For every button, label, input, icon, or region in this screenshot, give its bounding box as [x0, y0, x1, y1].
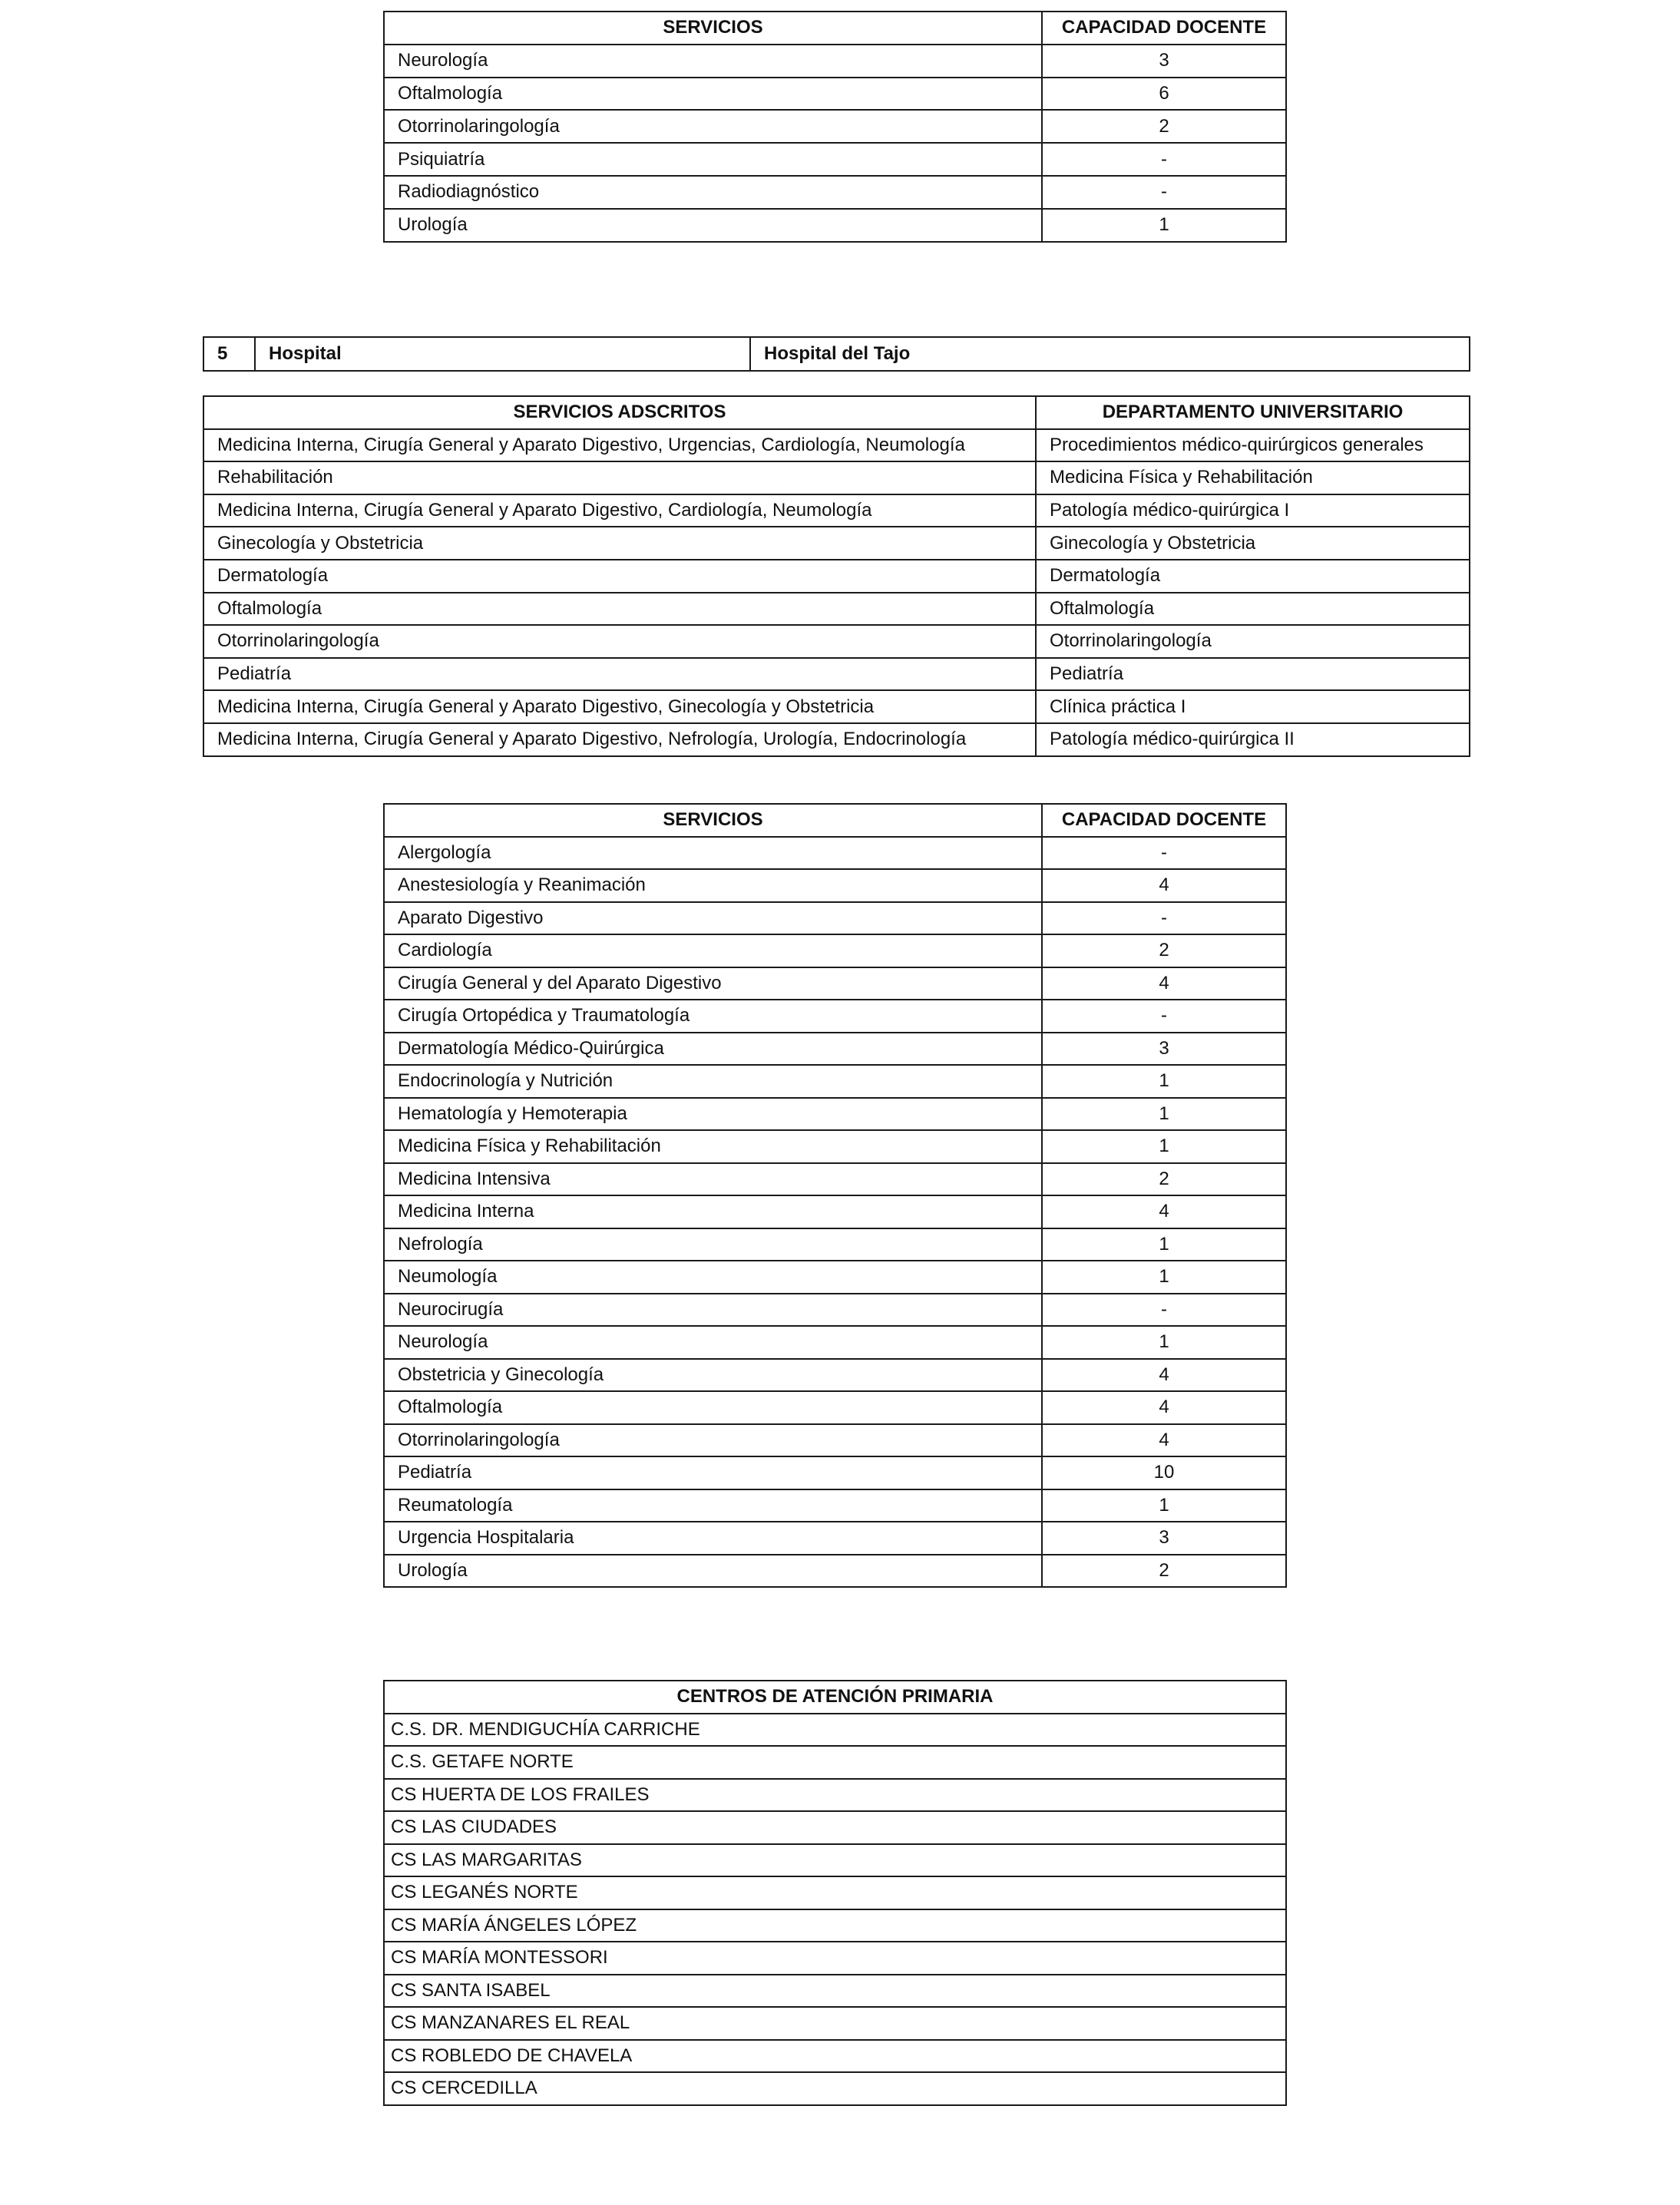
cell-right: 1 — [1042, 1065, 1286, 1098]
cell-right: 10 — [1042, 1456, 1286, 1489]
cell-right: Clínica práctica I — [1036, 690, 1470, 723]
cell-right: - — [1042, 837, 1286, 870]
table-row — [384, 1424, 1286, 1457]
cell-right: 4 — [1042, 869, 1286, 902]
table-row — [384, 1942, 1286, 1975]
cell: CS HUERTA DE LOS FRAILES — [384, 1779, 1286, 1812]
cell-left: Medicina Interna, Cirugía General y Aparato Digestivo, Ginecología y Obstetricia — [203, 690, 1036, 723]
column-header-servicios-adscritos: SERVICIOS ADSCRITOS — [203, 396, 1036, 429]
table-row — [384, 45, 1286, 78]
cell-right: Oftalmología — [1036, 593, 1470, 626]
table-row — [384, 1130, 1286, 1163]
table-row — [384, 1975, 1286, 2008]
cell-left: Medicina Física y Rehabilitación — [384, 1130, 1042, 1163]
table-row — [384, 1844, 1286, 1877]
column-header-capacidad-docente: CAPACIDAD DOCENTE — [1042, 12, 1286, 45]
table-row — [384, 1714, 1286, 1747]
cell-left: Neurocirugía — [384, 1294, 1042, 1327]
cell-left: Pediatría — [384, 1456, 1042, 1489]
cell-left: Oftalmología — [384, 78, 1042, 111]
cell-right: 1 — [1042, 1326, 1286, 1359]
cell: CS CERCEDILLA — [384, 2072, 1286, 2105]
table-row — [384, 1000, 1286, 1033]
cell-right: Otorrinolaringología — [1036, 625, 1470, 658]
table-row — [384, 1909, 1286, 1942]
table-row — [384, 967, 1286, 1000]
cell: CS MANZANARES EL REAL — [384, 2007, 1286, 2040]
table-row — [384, 1228, 1286, 1261]
table-row — [384, 1359, 1286, 1392]
table-header-row — [384, 12, 1286, 45]
cell-right: 1 — [1042, 1228, 1286, 1261]
cell-left: Medicina Intensiva — [384, 1163, 1042, 1196]
cell-left: Obstetricia y Ginecología — [384, 1359, 1042, 1392]
table-header-row — [384, 804, 1286, 837]
table-row — [384, 837, 1286, 870]
cell: CS LEGANÉS NORTE — [384, 1876, 1286, 1909]
cell-right: Medicina Física y Rehabilitación — [1036, 461, 1470, 494]
cell-left: Anestesiología y Reanimación — [384, 869, 1042, 902]
table-header-row — [384, 1681, 1286, 1714]
table-row — [203, 527, 1470, 560]
cell-right: - — [1042, 176, 1286, 209]
cell-right: Pediatría — [1036, 658, 1470, 691]
table-row — [384, 2072, 1286, 2105]
cell-right: 3 — [1042, 1033, 1286, 1066]
cell-left: Cirugía General y del Aparato Digestivo — [384, 967, 1042, 1000]
cell-left: Radiodiagnóstico — [384, 176, 1042, 209]
table-row — [384, 1261, 1286, 1294]
cell-left: Aparato Digestivo — [384, 902, 1042, 935]
table-row — [384, 176, 1286, 209]
cell-right: - — [1042, 902, 1286, 935]
table-row — [384, 1811, 1286, 1844]
cell-right: Dermatología — [1036, 560, 1470, 593]
cell-left: Pediatría — [203, 658, 1036, 691]
column-header-centros-atencion-primaria: CENTROS DE ATENCIÓN PRIMARIA — [384, 1681, 1286, 1714]
column-header-servicios: SERVICIOS — [384, 804, 1042, 837]
table-body — [203, 429, 1470, 756]
cell: CS ROBLEDO DE CHAVELA — [384, 2040, 1286, 2073]
cell-left: Oftalmología — [203, 593, 1036, 626]
cell-left: Neurología — [384, 45, 1042, 78]
table-row — [384, 902, 1286, 935]
primary-care-centers-table — [383, 1680, 1287, 2106]
cell-left: Psiquiatría — [384, 143, 1042, 176]
cell-right: Ginecología y Obstetricia — [1036, 527, 1470, 560]
cell-left: Otorrinolaringología — [384, 110, 1042, 143]
cell-left: Medicina Interna, Cirugía General y Aparato Digestivo, Nefrología, Urología, Endocrinología — [203, 723, 1036, 756]
services-capacity-table-continued — [383, 11, 1287, 243]
cell-right: 2 — [1042, 934, 1286, 967]
table-row — [384, 934, 1286, 967]
cell-right: 4 — [1042, 967, 1286, 1000]
table-row — [384, 1489, 1286, 1522]
cell-right: 4 — [1042, 1424, 1286, 1457]
table-row — [203, 429, 1470, 462]
hospital-name: Hospital del Tajo — [750, 337, 1470, 371]
table-row — [384, 1555, 1286, 1588]
cell-left: Neurología — [384, 1326, 1042, 1359]
cell: CS LAS CIUDADES — [384, 1811, 1286, 1844]
table-row — [384, 2040, 1286, 2073]
cell-left: Urgencia Hospitalaria — [384, 1522, 1042, 1555]
cell-left: Medicina Interna — [384, 1195, 1042, 1228]
services-capacity-table — [383, 803, 1287, 1588]
cell: CS LAS MARGARITAS — [384, 1844, 1286, 1877]
hospital-row — [203, 337, 1470, 371]
cell-right: 1 — [1042, 1098, 1286, 1131]
cell-right: 4 — [1042, 1195, 1286, 1228]
cell: CS SANTA ISABEL — [384, 1975, 1286, 2008]
table-header-row — [203, 396, 1470, 429]
cell-left: Oftalmología — [384, 1391, 1042, 1424]
table-row — [203, 658, 1470, 691]
table-body — [384, 1714, 1286, 2105]
table-row — [384, 209, 1286, 242]
cell-right: Patología médico-quirúrgica I — [1036, 494, 1470, 527]
table-row — [203, 560, 1470, 593]
table-body — [384, 837, 1286, 1588]
hospital-header-table — [203, 336, 1470, 372]
cell-left: Medicina Interna, Cirugía General y Aparato Digestivo, Cardiología, Neumología — [203, 494, 1036, 527]
cell-left: Cardiología — [384, 934, 1042, 967]
table-row — [384, 1098, 1286, 1131]
cell-left: Rehabilitación — [203, 461, 1036, 494]
cell-left: Medicina Interna, Cirugía General y Aparato Digestivo, Urgencias, Cardiología, Neumología — [203, 429, 1036, 462]
cell-left: Cirugía Ortopédica y Traumatología — [384, 1000, 1042, 1033]
table-row — [203, 723, 1470, 756]
cell-right: - — [1042, 143, 1286, 176]
cell: C.S. DR. MENDIGUCHÍA CARRICHE — [384, 1714, 1286, 1747]
cell-right: 2 — [1042, 110, 1286, 143]
cell-right: 3 — [1042, 1522, 1286, 1555]
cell-left: Neumología — [384, 1261, 1042, 1294]
cell-left: Otorrinolaringología — [203, 625, 1036, 658]
table-body — [384, 45, 1286, 242]
table-row — [384, 1522, 1286, 1555]
cell-right: 1 — [1042, 209, 1286, 242]
assigned-services-table — [203, 395, 1470, 757]
table-row — [384, 78, 1286, 111]
table-row — [384, 1033, 1286, 1066]
cell-right: 1 — [1042, 1261, 1286, 1294]
cell-right: 1 — [1042, 1130, 1286, 1163]
table-row — [384, 1746, 1286, 1779]
cell-left: Reumatología — [384, 1489, 1042, 1522]
cell-right: 1 — [1042, 1489, 1286, 1522]
column-header-departamento-universitario: DEPARTAMENTO UNIVERSITARIO — [1036, 396, 1470, 429]
cell-left: Otorrinolaringología — [384, 1424, 1042, 1457]
table-row — [203, 461, 1470, 494]
table-row — [384, 1876, 1286, 1909]
cell-left: Dermatología Médico-Quirúrgica — [384, 1033, 1042, 1066]
cell-right: 4 — [1042, 1391, 1286, 1424]
table-row — [384, 2007, 1286, 2040]
table-row — [384, 1195, 1286, 1228]
column-header-capacidad-docente: CAPACIDAD DOCENTE — [1042, 804, 1286, 837]
table-row — [203, 625, 1470, 658]
table-row — [384, 143, 1286, 176]
cell-left: Ginecología y Obstetricia — [203, 527, 1036, 560]
hospital-number: 5 — [203, 337, 255, 371]
table-row — [384, 1294, 1286, 1327]
table-row — [384, 869, 1286, 902]
cell-right: 4 — [1042, 1359, 1286, 1392]
table-row — [384, 1779, 1286, 1812]
cell-right: 2 — [1042, 1163, 1286, 1196]
cell-right: 2 — [1042, 1555, 1286, 1588]
table-row — [384, 1391, 1286, 1424]
cell: CS MARÍA MONTESSORI — [384, 1942, 1286, 1975]
table-row — [384, 1456, 1286, 1489]
cell: C.S. GETAFE NORTE — [384, 1746, 1286, 1779]
cell-right: 6 — [1042, 78, 1286, 111]
table-row — [384, 110, 1286, 143]
cell-right: - — [1042, 1294, 1286, 1327]
cell-left: Hematología y Hemoterapia — [384, 1098, 1042, 1131]
cell-left: Urología — [384, 209, 1042, 242]
table-row — [384, 1163, 1286, 1196]
cell-right: Patología médico-quirúrgica II — [1036, 723, 1470, 756]
table-row — [203, 690, 1470, 723]
cell-right: - — [1042, 1000, 1286, 1033]
hospital-label: Hospital — [255, 337, 750, 371]
table-row — [384, 1326, 1286, 1359]
cell-left: Dermatología — [203, 560, 1036, 593]
cell-left: Alergología — [384, 837, 1042, 870]
table-row — [384, 1065, 1286, 1098]
cell-left: Urología — [384, 1555, 1042, 1588]
table-row — [203, 494, 1470, 527]
cell-left: Nefrología — [384, 1228, 1042, 1261]
table-row — [203, 593, 1470, 626]
column-header-servicios: SERVICIOS — [384, 12, 1042, 45]
cell-right: Procedimientos médico-quirúrgicos generales — [1036, 429, 1470, 462]
cell-left: Endocrinología y Nutrición — [384, 1065, 1042, 1098]
cell: CS MARÍA ÁNGELES LÓPEZ — [384, 1909, 1286, 1942]
cell-right: 3 — [1042, 45, 1286, 78]
